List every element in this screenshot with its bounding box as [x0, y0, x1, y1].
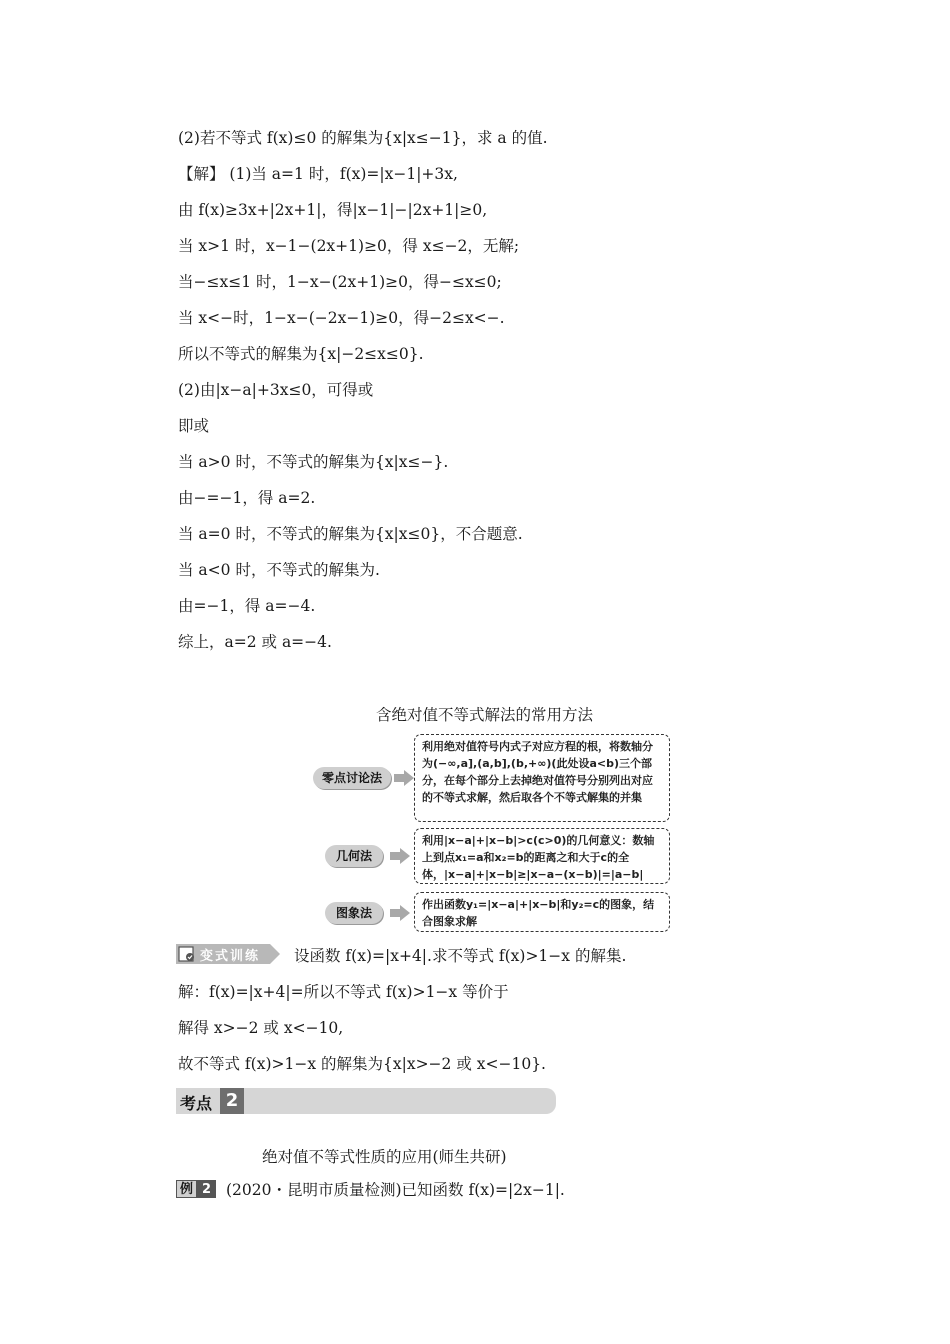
solution-line: 【解】 (1)当 a=1 时，f(x)=|x−1|+3x,	[178, 165, 458, 183]
solution-line: 综上，a=2 或 a=−4.	[178, 633, 332, 651]
method-graph-desc: 作出函数y₁=|x−a|+|x−b|和y₂=c的图象，结合图象求解	[414, 892, 670, 932]
solution-line: 当 a=0 时，不等式的解集为{x|x≤0}，不合题意.	[178, 525, 523, 543]
method-graph-label: 图象法	[325, 902, 383, 924]
variant-training-tag	[176, 944, 280, 964]
solution-line: 当 x>1 时，x−1−(2x+1)≥0，得 x≤−2，无解;	[178, 237, 520, 255]
methods-title: 含绝对值不等式解法的常用方法	[376, 706, 594, 724]
arrow-right-icon	[390, 848, 410, 864]
solution-line: 由 f(x)≥3x+|2x+1|，得|x−1|−|2x+1|≥0,	[178, 201, 488, 219]
arrow-right-icon	[390, 905, 410, 921]
example-tag-number: 2	[197, 1180, 216, 1198]
variant-question: 设函数 f(x)=|x+4|.求不等式 f(x)>1−x 的解集.	[294, 947, 627, 965]
method-geometric-desc: 利用|x−a|+|x−b|>c(c>0)的几何意义：数轴上到点x₁=a和x₂=b的距离之和大于c的全体，|x−a|+|x−b|≥|x−a−(x−b)|=|a−b|	[414, 828, 670, 884]
arrow-right-icon	[394, 770, 414, 786]
method-geometric-label: 几何法	[325, 845, 383, 867]
solution-line: 当−≤x≤1 时，1−x−(2x+1)≥0，得−≤x≤0;	[178, 273, 502, 291]
solution-line: (2)由|x−a|+3x≤0，可得或	[178, 381, 374, 399]
solution-line: 由−=−1，得 a=2.	[178, 489, 316, 507]
section-title: 绝对值不等式性质的应用(师生共研)	[262, 1148, 507, 1166]
solution-line: 即或	[178, 417, 210, 435]
solution-line: 所以不等式的解集为{x|−2≤x≤0}.	[178, 345, 424, 363]
question-line: (2)若不等式 f(x)≤0 的解集为{x|x≤−1}，求 a 的值.	[178, 129, 548, 147]
example-tag-word: 例	[176, 1180, 197, 1198]
example-tag	[176, 1180, 216, 1198]
example-text: (2020・昆明市质量检测)已知函数 f(x)=|2x−1|.	[226, 1181, 565, 1199]
section-number: 2	[220, 1088, 244, 1114]
solution-line: 当 x<−时，1−x−(−2x−1)≥0，得−2≤x<−.	[178, 309, 505, 327]
solution-line: 当 a>0 时，不等式的解集为{x|x≤−}.	[178, 453, 449, 471]
method-zero-point-label: 零点讨论法	[313, 767, 391, 789]
variant-solution-line: 解得 x>−2 或 x<−10,	[178, 1019, 344, 1037]
solution-line: 当 a<0 时，不等式的解集为.	[178, 561, 380, 579]
solution-line: 由=−1，得 a=−4.	[178, 597, 316, 615]
section-header-bar	[176, 1088, 556, 1114]
method-zero-point-desc: 利用绝对值符号内式子对应方程的根，将数轴分为(−∞,a],(a,b],(b,+∞)(此处设a<b)三个部分，在每个部分上去掉绝对值符号分别列出对应的不等式求解，然后取各个不等式解集的并集	[414, 734, 670, 822]
variant-training-label: 变式训练	[200, 949, 261, 964]
section-label: 考点	[180, 1094, 213, 1113]
variant-solution-line: 解：f(x)=|x+4|=所以不等式 f(x)>1−x 等价于	[178, 983, 509, 1001]
variant-solution-line: 故不等式 f(x)>1−x 的解集为{x|x>−2 或 x<−10}.	[178, 1055, 546, 1073]
